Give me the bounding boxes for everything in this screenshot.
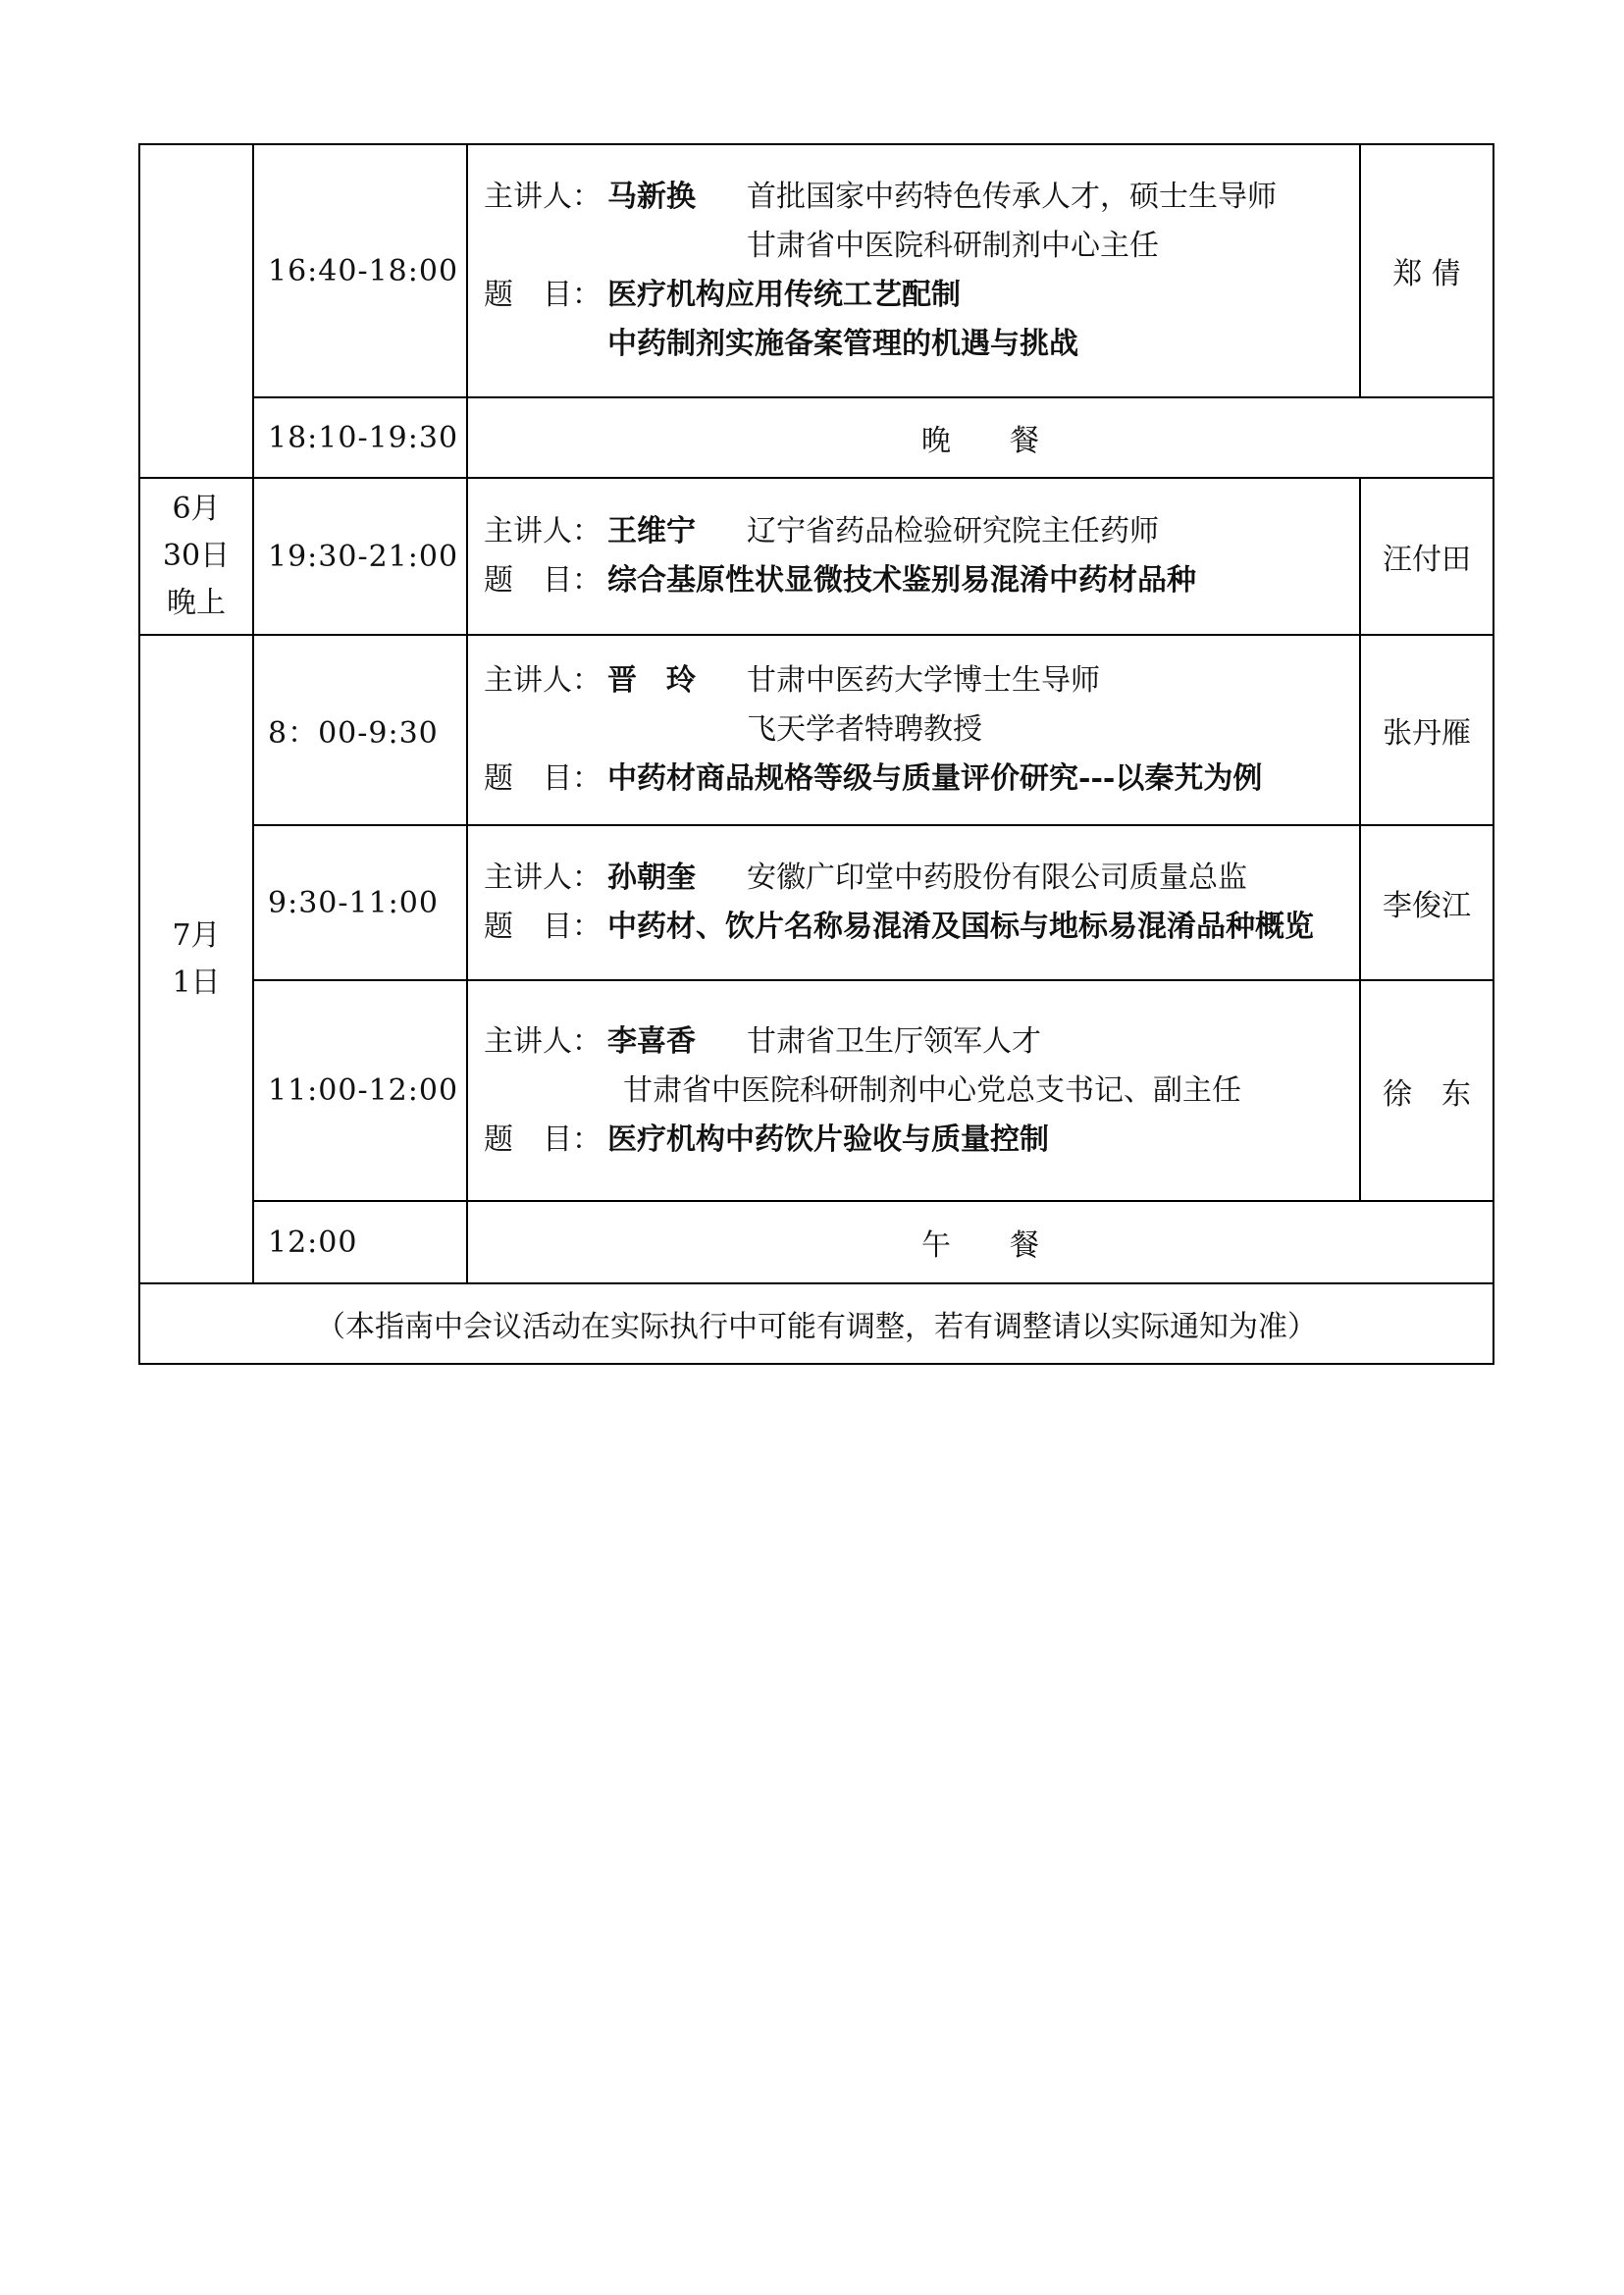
speaker-label: 主讲人： [484, 180, 602, 214]
host-name: 郑 倩 [1360, 144, 1493, 397]
host-name: 张丹雁 [1360, 635, 1493, 825]
table-row [139, 825, 1493, 980]
speaker-name: 晋 玲 [607, 663, 696, 698]
speaker-label: 主讲人： [484, 663, 602, 698]
meal-label: 午 餐 [467, 1201, 1493, 1283]
table-row [139, 1201, 1493, 1283]
speaker-title-line-2: 甘肃省中医院科研制剂中心主任 [747, 229, 1159, 263]
table-row [139, 144, 1493, 397]
speaker-label: 主讲人： [484, 514, 602, 548]
session-time: 16:40-18:00 [253, 144, 467, 397]
host-name: 汪付田 [1360, 478, 1493, 635]
schedule-table [138, 143, 1494, 1365]
speaker-title: 辽宁省药品检验研究院主任药师 [747, 514, 1159, 548]
session-time: 11:00-12:00 [253, 980, 467, 1201]
topic-title: 综合基原性状显微技术鉴别易混淆中药材品种 [607, 563, 1196, 598]
session-details [467, 144, 1360, 397]
speaker-label: 主讲人： [484, 861, 602, 895]
speaker-title: 首批国家中药特色传承人才，硕士生导师 [747, 180, 1277, 214]
speaker-title: 安徽广印堂中药股份有限公司质量总监 [747, 861, 1247, 895]
speaker-name: 马新换 [607, 180, 696, 214]
speaker-title-line-2: 飞天学者特聘教授 [747, 712, 982, 747]
date-cell: 7月 1日 [139, 635, 253, 1283]
session-details [467, 635, 1360, 825]
session-details [467, 825, 1360, 980]
speaker-name: 孙朝奎 [607, 861, 696, 895]
topic-label: 题 目： [484, 761, 602, 796]
topic-title-line-2: 中药制剂实施备案管理的机遇与挑战 [607, 327, 1078, 361]
table-row [139, 980, 1493, 1201]
session-details [467, 980, 1360, 1201]
session-details [467, 478, 1360, 635]
speaker-name: 李喜香 [607, 1023, 696, 1059]
topic-title: 医疗机构中药饮片验收与质量控制 [607, 1121, 1049, 1157]
topic-label: 题 目： [484, 563, 602, 598]
meal-time: 18:10-19:30 [253, 397, 467, 478]
host-name: 徐 东 [1360, 980, 1493, 1201]
host-name: 李俊江 [1360, 825, 1493, 980]
schedule-footnote: （本指南中会议活动在实际执行中可能有调整，若有调整请以实际通知为准） [139, 1283, 1493, 1364]
date-cell: 6月 30日 晚上 [139, 478, 253, 635]
topic-title: 中药材、饮片名称易混淆及国标与地标易混淆品种概览 [607, 910, 1314, 944]
speaker-title-line-2: 甘肃省中医院科研制剂中心党总支书记、副主任 [623, 1072, 1241, 1108]
topic-label: 题 目： [484, 910, 602, 944]
session-time: 9:30-11:00 [253, 825, 467, 980]
meal-label: 晚 餐 [467, 397, 1493, 478]
table-row [139, 635, 1493, 825]
meal-time: 12:00 [253, 1201, 467, 1283]
topic-title: 医疗机构应用传统工艺配制 [607, 278, 961, 312]
speaker-label: 主讲人： [484, 1023, 602, 1059]
table-row [139, 1283, 1493, 1364]
speaker-name: 王维宁 [607, 514, 696, 548]
session-time: 8：00-9:30 [253, 635, 467, 825]
topic-label: 题 目： [484, 278, 602, 312]
topic-label: 题 目： [484, 1121, 602, 1157]
topic-title: 中药材商品规格等级与质量评价研究---以秦艽为例 [607, 761, 1263, 796]
speaker-title: 甘肃中医药大学博士生导师 [747, 663, 1100, 698]
date-cell-continued [139, 144, 253, 478]
speaker-title: 甘肃省卫生厅领军人才 [747, 1023, 1041, 1059]
session-time: 19:30-21:00 [253, 478, 467, 635]
table-row [139, 397, 1493, 478]
table-row [139, 478, 1493, 635]
